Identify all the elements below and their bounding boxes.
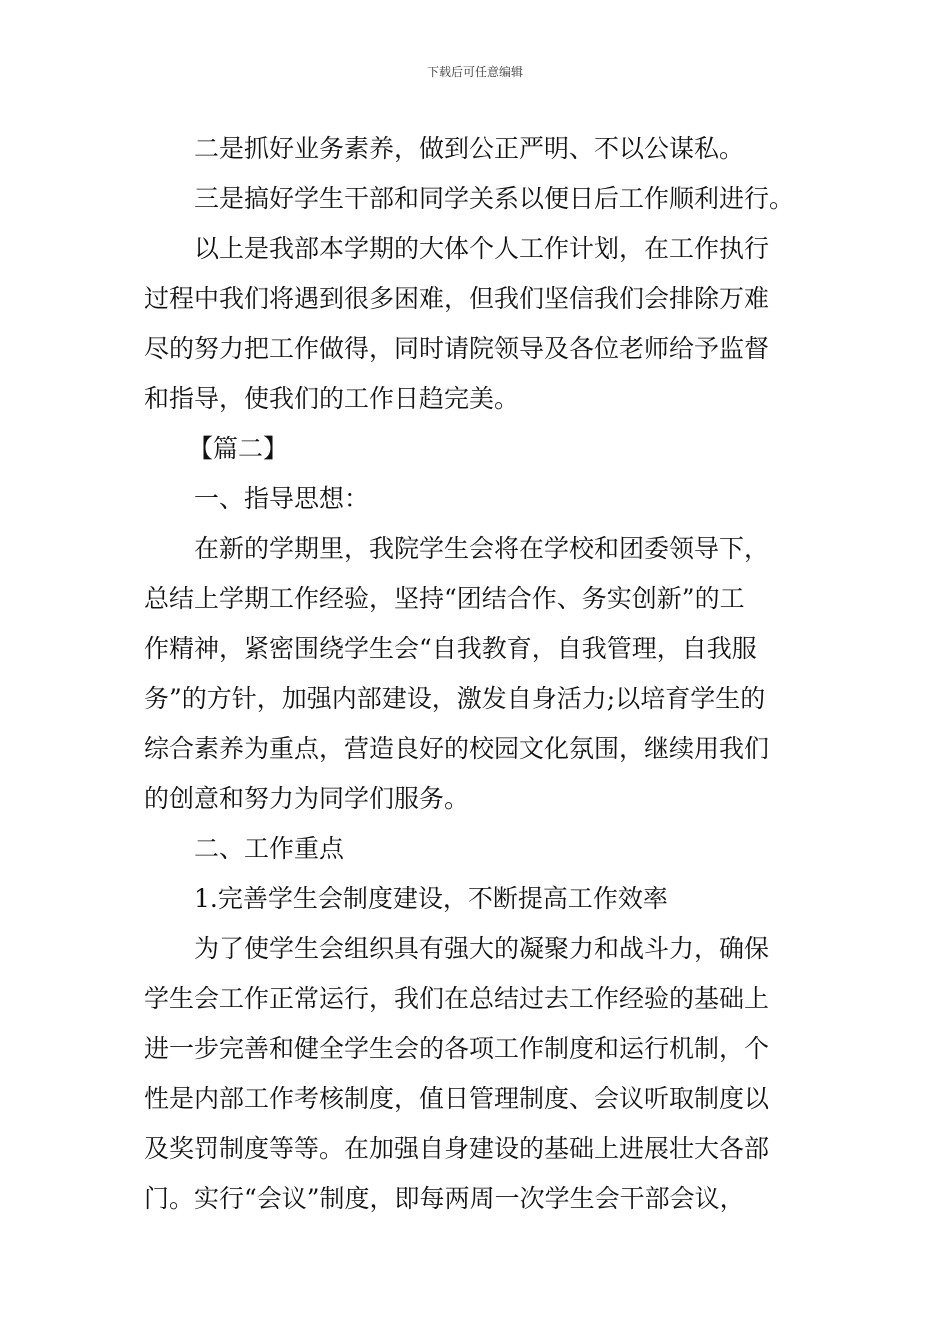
paragraph-line: 二是抓好业务素养，做到公正严明、不以公谋私。 [194,134,745,163]
numbered-item: 1.完善学生会制度建设，不断提高工作效率 [194,884,668,913]
paragraph-line: 过程中我们将遇到很多困难，但我们坚信我们会排除万难 [144,284,770,313]
document-body [144,124,808,1224]
page-header-note: 下载后可任意编辑 [426,65,523,79]
paragraph-line: 尽的努力把工作做得，同时请院领导及各位老师给予监督 [144,334,770,363]
paragraph-line: 总结上学期工作经验，坚持“团结合作、务实创新”的工 [144,584,745,613]
section-subheading: 一、指导思想： [194,484,370,513]
paragraph-line: 在新的学期里，我院学生会将在学校和团委领导下， [194,534,770,563]
paragraph-line: 的创意和努力为同学们服务。 [144,784,470,813]
paragraph-line: 性是内部工作考核制度，值日管理制度、会议听取制度以 [144,1084,770,1113]
paragraph-line: 以上是我部本学期的大体个人工作计划，在工作执行 [194,234,770,263]
paragraph-line: 务”的方针，加强内部建设，激发自身活力;以培育学生的 [144,684,766,713]
paragraph-line: 门。实行“会议”制度，即每两周一次学生会干部会议， [144,1184,745,1213]
paragraph-line: 作精神，紧密围绕学生会“自我教育，自我管理，自我服 [144,634,757,663]
paragraph-line: 学生会工作正常运行，我们在总结过去工作经验的基础上 [144,984,770,1013]
paragraph-line: 及奖罚制度等等。在加强自身建设的基础上进展壮大各部 [144,1134,770,1163]
section-heading: 【篇二】 [188,434,289,463]
paragraph-line: 为了使学生会组织具有强大的凝聚力和战斗力，确保 [194,934,770,963]
paragraph-line: 三是搞好学生干部和同学关系以便日后工作顺利进行。 [194,184,795,213]
section-subheading: 二、工作重点 [194,834,345,863]
paragraph-line: 进一步完善和健全学生会的各项工作制度和运行机制，个 [144,1034,770,1063]
paragraph-line: 综合素养为重点，营造良好的校园文化氛围，继续用我们 [144,734,770,763]
paragraph-line: 和指导，使我们的工作日趋完美。 [144,384,520,413]
